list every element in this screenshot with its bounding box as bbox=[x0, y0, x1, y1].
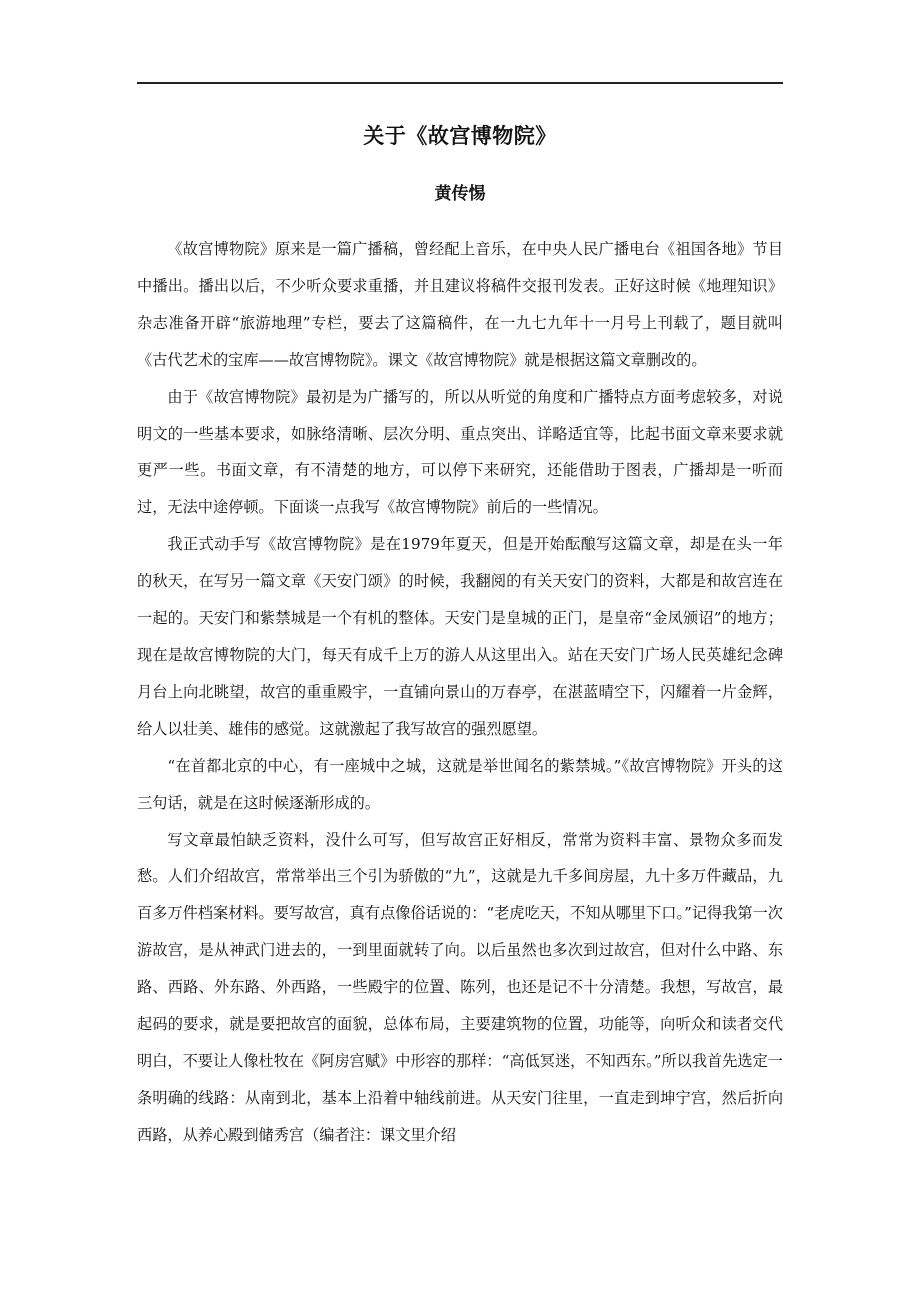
paragraph: 我正式动手写《故宫博物院》是在1979年夏天，但是开始酝酿写这篇文章，却是在头一年的秋天，在写另一篇文章《天安门颂》的时候，我翻阅的有关天安门的资料，大都是和故宫连在一起的。天安门和紫禁城是一个有机的整体。天安门是皇城的正门，是皇帝“金凤颁诏”的地方；现在是故宫博物院的大门，每天有成千上万的游人从这里出入。站在天安门广场人民英雄纪念碑月台上向北眺望，故宫的重重殿宇，一直铺向景山的万春亭，在湛蓝晴空下，闪耀着一片金辉，给人以壮美、雄伟的感觉。这就激起了我写故宫的强烈愿望。 bbox=[137, 535, 783, 738]
article-title: 关于《故宫博物院》 bbox=[363, 124, 557, 148]
paragraph: “在首都北京的中心，有一座城中之城，这就是举世闻名的紫禁城。”《故宫博物院》开头的这三句话，就是在这时候逐渐形成的。 bbox=[137, 756, 783, 812]
article-author: 黄传惕 bbox=[434, 184, 486, 204]
paragraph: 写文章最怕缺乏资料，没什么可写，但写故宫正好相反，常常为资料丰富、景物众多而发愁。人们介绍故宫，常常举出三个引为骄傲的“九”，这就是九千多间房屋，九十多万件藏品，九百多万件档案材料。要写故宫，真有点像俗话说的：“老虎吃天，不知从哪里下口。”记得我第一次游故宫，是从神武门进去的，一到里面就转了向。以后虽然也多次到过故宫，但对什么中路、东路、西路、外东路、外西路，一些殿宇的位置、陈列，也还是记不十分清楚。我想，写故宫，最起码的要求，就是要把故宫的面貌，总体布局，主要建筑物的位置，功能等，向听众和读者交代明白，不要让人像杜牧在《阿房宫赋》中形容的那样：“高低冥迷，不知西东。”所以我首先选定一条明确的线路：从南到北，基本上沿着中轴线前进。从天安门往里，一直走到坤宁宫，然后折向西路，从养心殿到储秀宫（编者注：课文里介绍 bbox=[137, 830, 783, 1144]
paragraph: 《故宫博物院》原来是一篇广播稿，曾经配上音乐，在中央人民广播电台《祖国各地》节目中播出。播出以后，不少听众要求重播，并且建议将稿件交报刊发表。正好这时候《地理知识》杂志准备开辟“旅游地理”专栏，要去了这篇稿件，在一九七九年十一月号上刊载了，题目就叫《古代艺术的宝库——故宫博物院》。课文《故宫博物院》就是根据这篇文章删改的。 bbox=[137, 240, 783, 369]
header-rule bbox=[137, 82, 783, 84]
article-body bbox=[137, 231, 783, 1154]
paragraph: 由于《故宫博物院》最初是为广播写的，所以从听觉的角度和广播特点方面考虑较多，对说明文的一些基本要求，如脉络清晰、层次分明、重点突出、详略适宜等，比起书面文章来要求就更严一些。书面文章，有不清楚的地方，可以停下来研究，还能借助于图表，广播却是一听而过，无法中途停顿。下面谈一点我写《故宫博物院》前后的一些情况。 bbox=[137, 387, 783, 517]
